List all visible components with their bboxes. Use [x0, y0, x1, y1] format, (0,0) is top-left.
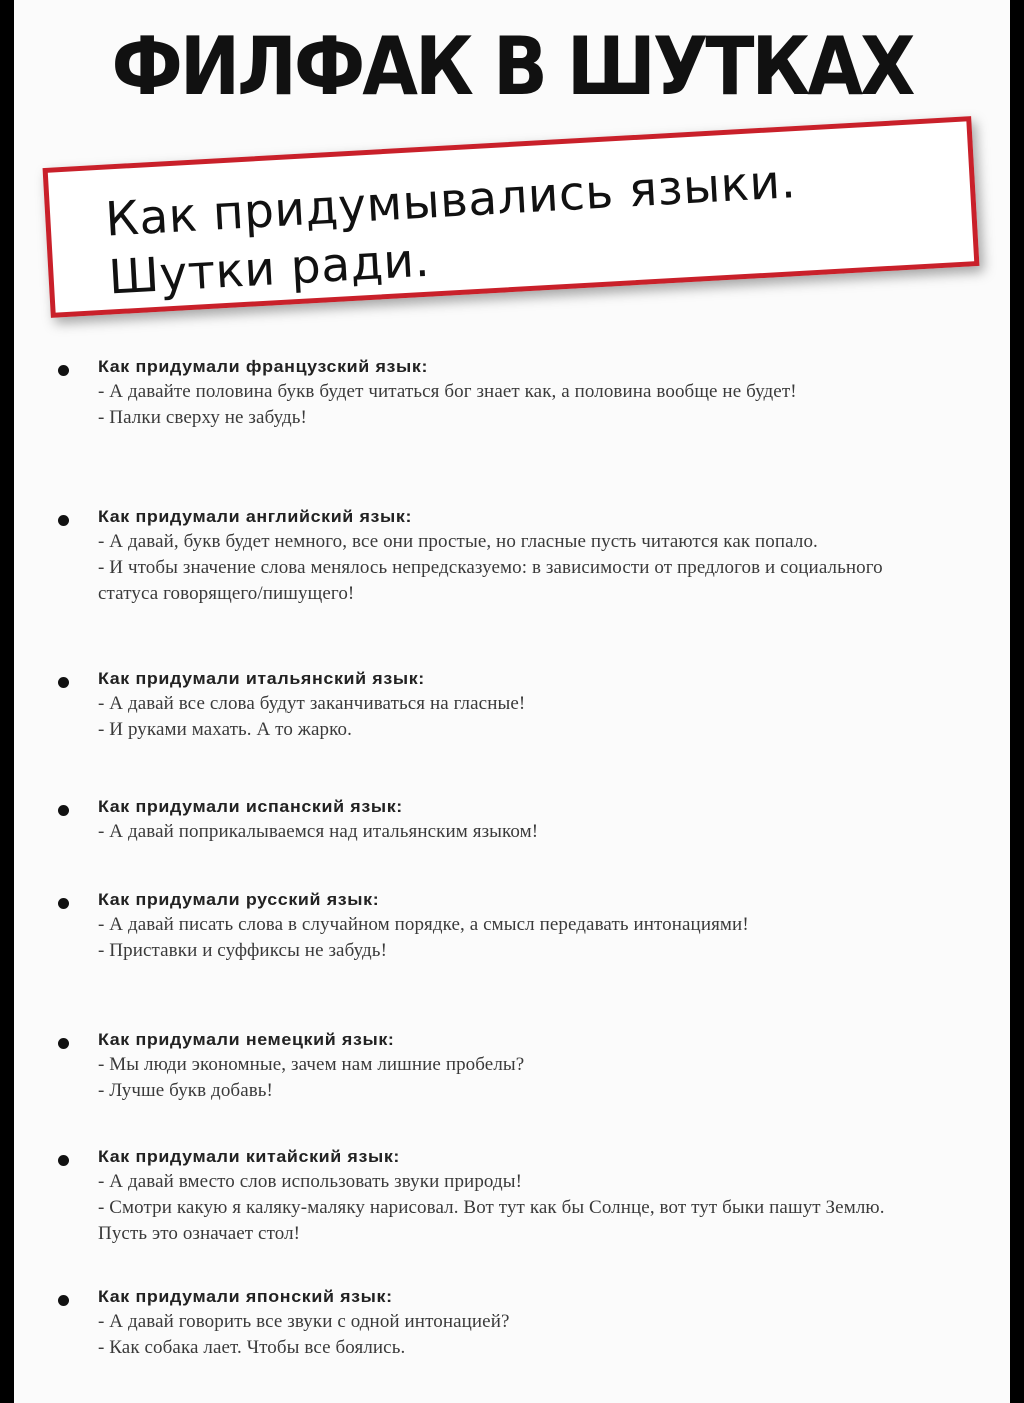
- entry-title: Как придумали немецкий язык:: [98, 1030, 395, 1049]
- entry-title: Как придумали китайский язык:: [98, 1147, 401, 1166]
- bullet-icon: [58, 1038, 69, 1049]
- entry-line: - А давай писать слова в случайном порядке, а смысл передавать интонациями!: [98, 914, 749, 935]
- entry-line: - Мы люди экономные, зачем нам лишние пробелы?: [98, 1054, 525, 1075]
- poster-title: ФИЛФАК В ШУТКАХ: [111, 18, 913, 114]
- entry-line: - И чтобы значение слова менялось непредсказуемо: в зависимости от предлогов и социального статуса говорящего/пишущего!: [98, 557, 883, 604]
- entry-line: - А давайте половина букв будет читаться бог знает как, а половина вообще не будет!: [98, 381, 797, 402]
- entry-title: Как придумали русский язык:: [98, 890, 380, 909]
- bullet-icon: [58, 1295, 69, 1306]
- entry-line: - Приставки и суффиксы не забудь!: [98, 940, 387, 961]
- banner-text: [104, 153, 801, 307]
- banner-line-1: Как придумывались языки.: [104, 154, 798, 248]
- entry-line: - А давай все слова будут заканчиваться на гласные!: [98, 693, 526, 714]
- entry-line: - А давай поприкалываемся над итальянским языком!: [98, 821, 539, 842]
- bullet-icon: [58, 1155, 69, 1166]
- entry-title: Как придумали итальянский язык:: [98, 669, 425, 688]
- poster-page: [14, 0, 1010, 1403]
- bullet-icon: [58, 677, 69, 688]
- entry-title: Как придумали японский язык:: [98, 1287, 393, 1306]
- entry-line: - Лучше букв добавь!: [98, 1080, 273, 1101]
- bullet-icon: [58, 805, 69, 816]
- entry-line: - И руками махать. А то жарко.: [98, 719, 352, 740]
- entry-line: - А давай, букв будет немного, все они простые, но гласные пусть читаются как попало.: [98, 531, 818, 552]
- bullet-icon: [58, 515, 69, 526]
- entry-title: Как придумали испанский язык:: [98, 797, 403, 816]
- entry-line: - Палки сверху не забудь!: [98, 407, 307, 428]
- entry-title: Как придумали французский язык:: [98, 357, 429, 376]
- bullet-icon: [58, 365, 69, 376]
- banner-line-2: Шутки ради.: [107, 232, 432, 306]
- subtitle-banner: [43, 116, 980, 318]
- entry-line: - Как собака лает. Чтобы все боялись.: [98, 1337, 406, 1358]
- bullet-icon: [58, 898, 69, 909]
- entry-line: - А давай говорить все звуки с одной интонацией?: [98, 1311, 510, 1332]
- entry-line: - А давай вместо слов использовать звуки природы!: [98, 1171, 523, 1192]
- entry-title: Как придумали английский язык:: [98, 507, 413, 526]
- entry-line: - Смотри какую я каляку-маляку нарисовал. Вот тут как бы Солнце, вот тут быки пашут Землю. Пусть это означает стол!: [98, 1197, 885, 1244]
